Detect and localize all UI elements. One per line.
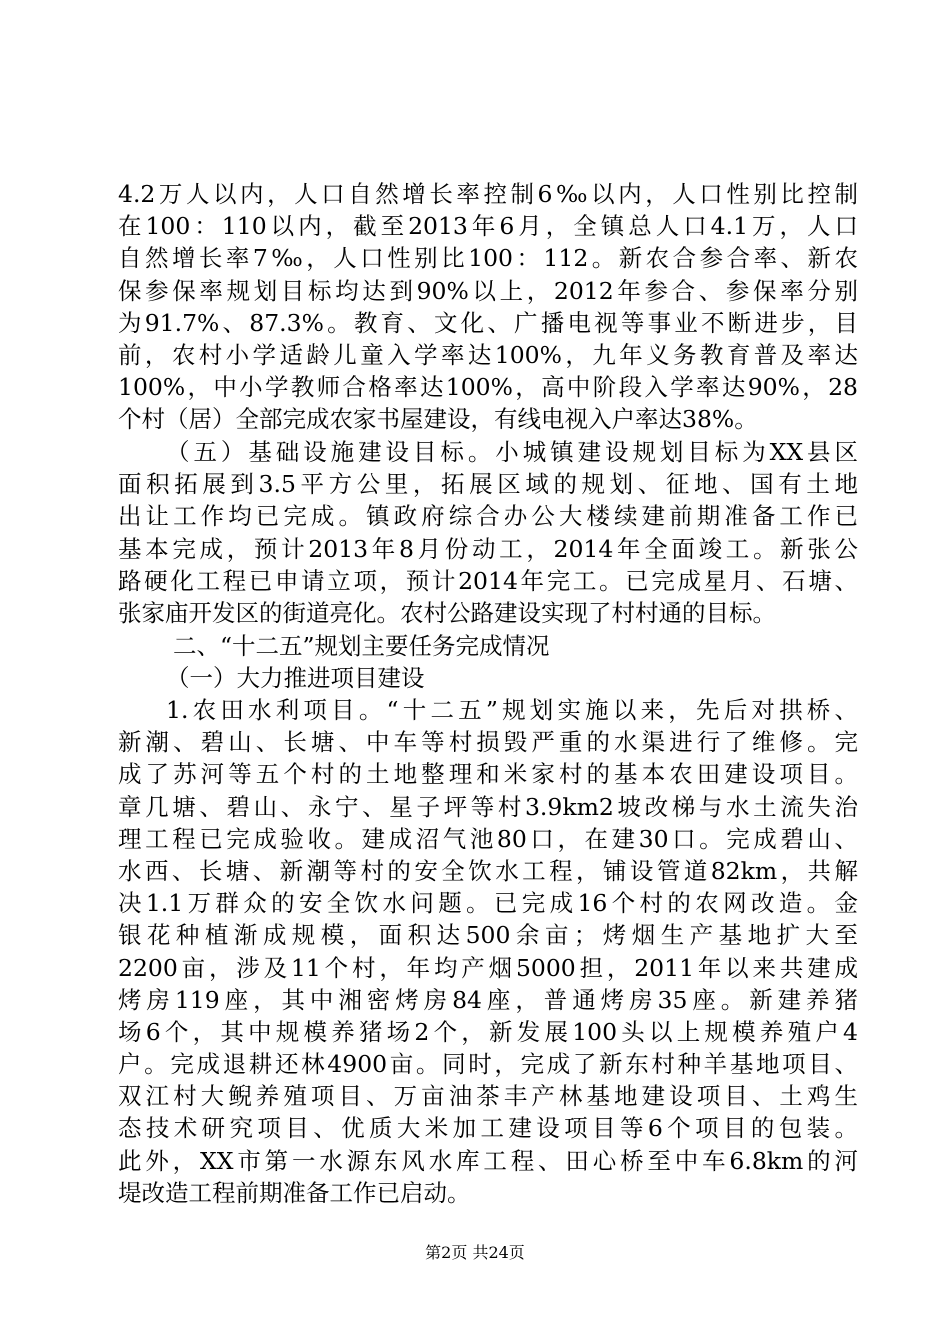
text-line: 路硬化工程已申请立项，预计2014年完工。已完成星月、石塘、 <box>118 566 858 595</box>
text-line: 为91.7%、87.3%。教育、文化、广播电视等事业不断进步，目 <box>118 308 858 337</box>
page-number-footer: 第2页 共24页 <box>425 1243 525 1262</box>
text-line: 场6个，其中规模养猪场2个，新发展100头以上规模养殖户4 <box>118 1017 858 1046</box>
text-line: 100%，中小学教师合格率达100%，高中阶段入学率达90%，28 <box>118 373 858 402</box>
text-line: 此外，XX市第一水源东风水库工程、田心桥至中车6.8km的河 <box>118 1146 858 1175</box>
text-line: 1.农田水利项目。“十二五”规划实施以来，先后对拱桥、 <box>166 696 858 724</box>
text-line: （五）基础设施建设目标。小城镇建设规划目标为XX县区 <box>166 438 858 466</box>
text-line: 面积拓展到3.5平方公里，拓展区域的规划、征地、国有土地 <box>118 470 858 499</box>
subsection-heading <box>118 662 858 694</box>
text-line: 银花种植渐成规模，面积达500余亩；烤烟生产基地扩大至 <box>118 921 858 950</box>
subsection-heading-text: （一）大力推进项目建设 <box>166 664 425 692</box>
text-line: 前，农村小学适龄儿童入学率达100%，九年义务教育普及率达 <box>118 340 858 369</box>
text-line: 态技术研究项目、优质大米加工建设项目等6个项目的包装。 <box>118 1114 858 1143</box>
section-heading-text: 二、“十二五”规划主要任务完成情况 <box>173 632 550 660</box>
text-line: 保参保率规划目标均达到90%以上，2012年参合、参保率分别 <box>118 276 858 305</box>
text-line: 张家庙开发区的街道亮化。农村公路建设实现了村村通的目标。 <box>118 598 776 627</box>
text-line: 自然增长率7‰，人口性别比100：112。新农合参合率、新农 <box>118 244 858 273</box>
paragraph-infrastructure-targets <box>118 436 858 629</box>
text-line: 决1.1万群众的安全饮水问题。已完成16个村的农网改造。金 <box>118 889 858 918</box>
text-line: 4.2万人以内，人口自然增长率控制6‰以内，人口性别比控制 <box>118 180 858 208</box>
text-line: 户。完成退耕还林4900亩。同时，完成了新东村种羊基地项目、 <box>118 1050 858 1079</box>
text-line: 双江村大鲵养殖项目、万亩油茶丰产林基地建设项目、土鸡生 <box>118 1082 858 1111</box>
text-line: 烤房119座，其中湘密烤房84座，普通烤房35座。新建养猪 <box>118 985 858 1014</box>
text-line: 理工程已完成验收。建成沼气池80口，在建30口。完成碧山、 <box>118 824 858 853</box>
text-line: 在100：110以内，截至2013年6月，全镇总人口4.1万，人口 <box>118 212 858 241</box>
section-heading <box>118 630 858 662</box>
text-line: 新潮、碧山、长塘、中车等村损毁严重的水渠进行了维修。完 <box>118 728 858 757</box>
text-line: 水西、长塘、新潮等村的安全饮水工程，铺设管道82km，共解 <box>118 856 858 885</box>
text-line: 堤改造工程前期准备工作已启动。 <box>118 1178 471 1207</box>
text-line: 2200亩，涉及11个村，年均产烟5000担，2011年以来共建成 <box>118 953 858 982</box>
text-line: 章几塘、碧山、永宁、星子坪等村3.9km2坡改梯与水土流失治 <box>118 792 858 821</box>
text-line: 基本完成，预计2013年8月份动工，2014年全面竣工。新张公 <box>118 534 858 563</box>
paragraph-irrigation-projects <box>118 694 858 1209</box>
paragraph-population-targets <box>118 178 858 436</box>
text-line: 成了苏河等五个村的土地整理和米家村的基本农田建设项目。 <box>118 760 858 789</box>
text-line: 出让工作均已完成。镇政府综合办公大楼续建前期准备工作已 <box>118 502 858 531</box>
text-line: 个村（居）全部完成农家书屋建设，有线电视入户率达38%。 <box>118 405 758 434</box>
